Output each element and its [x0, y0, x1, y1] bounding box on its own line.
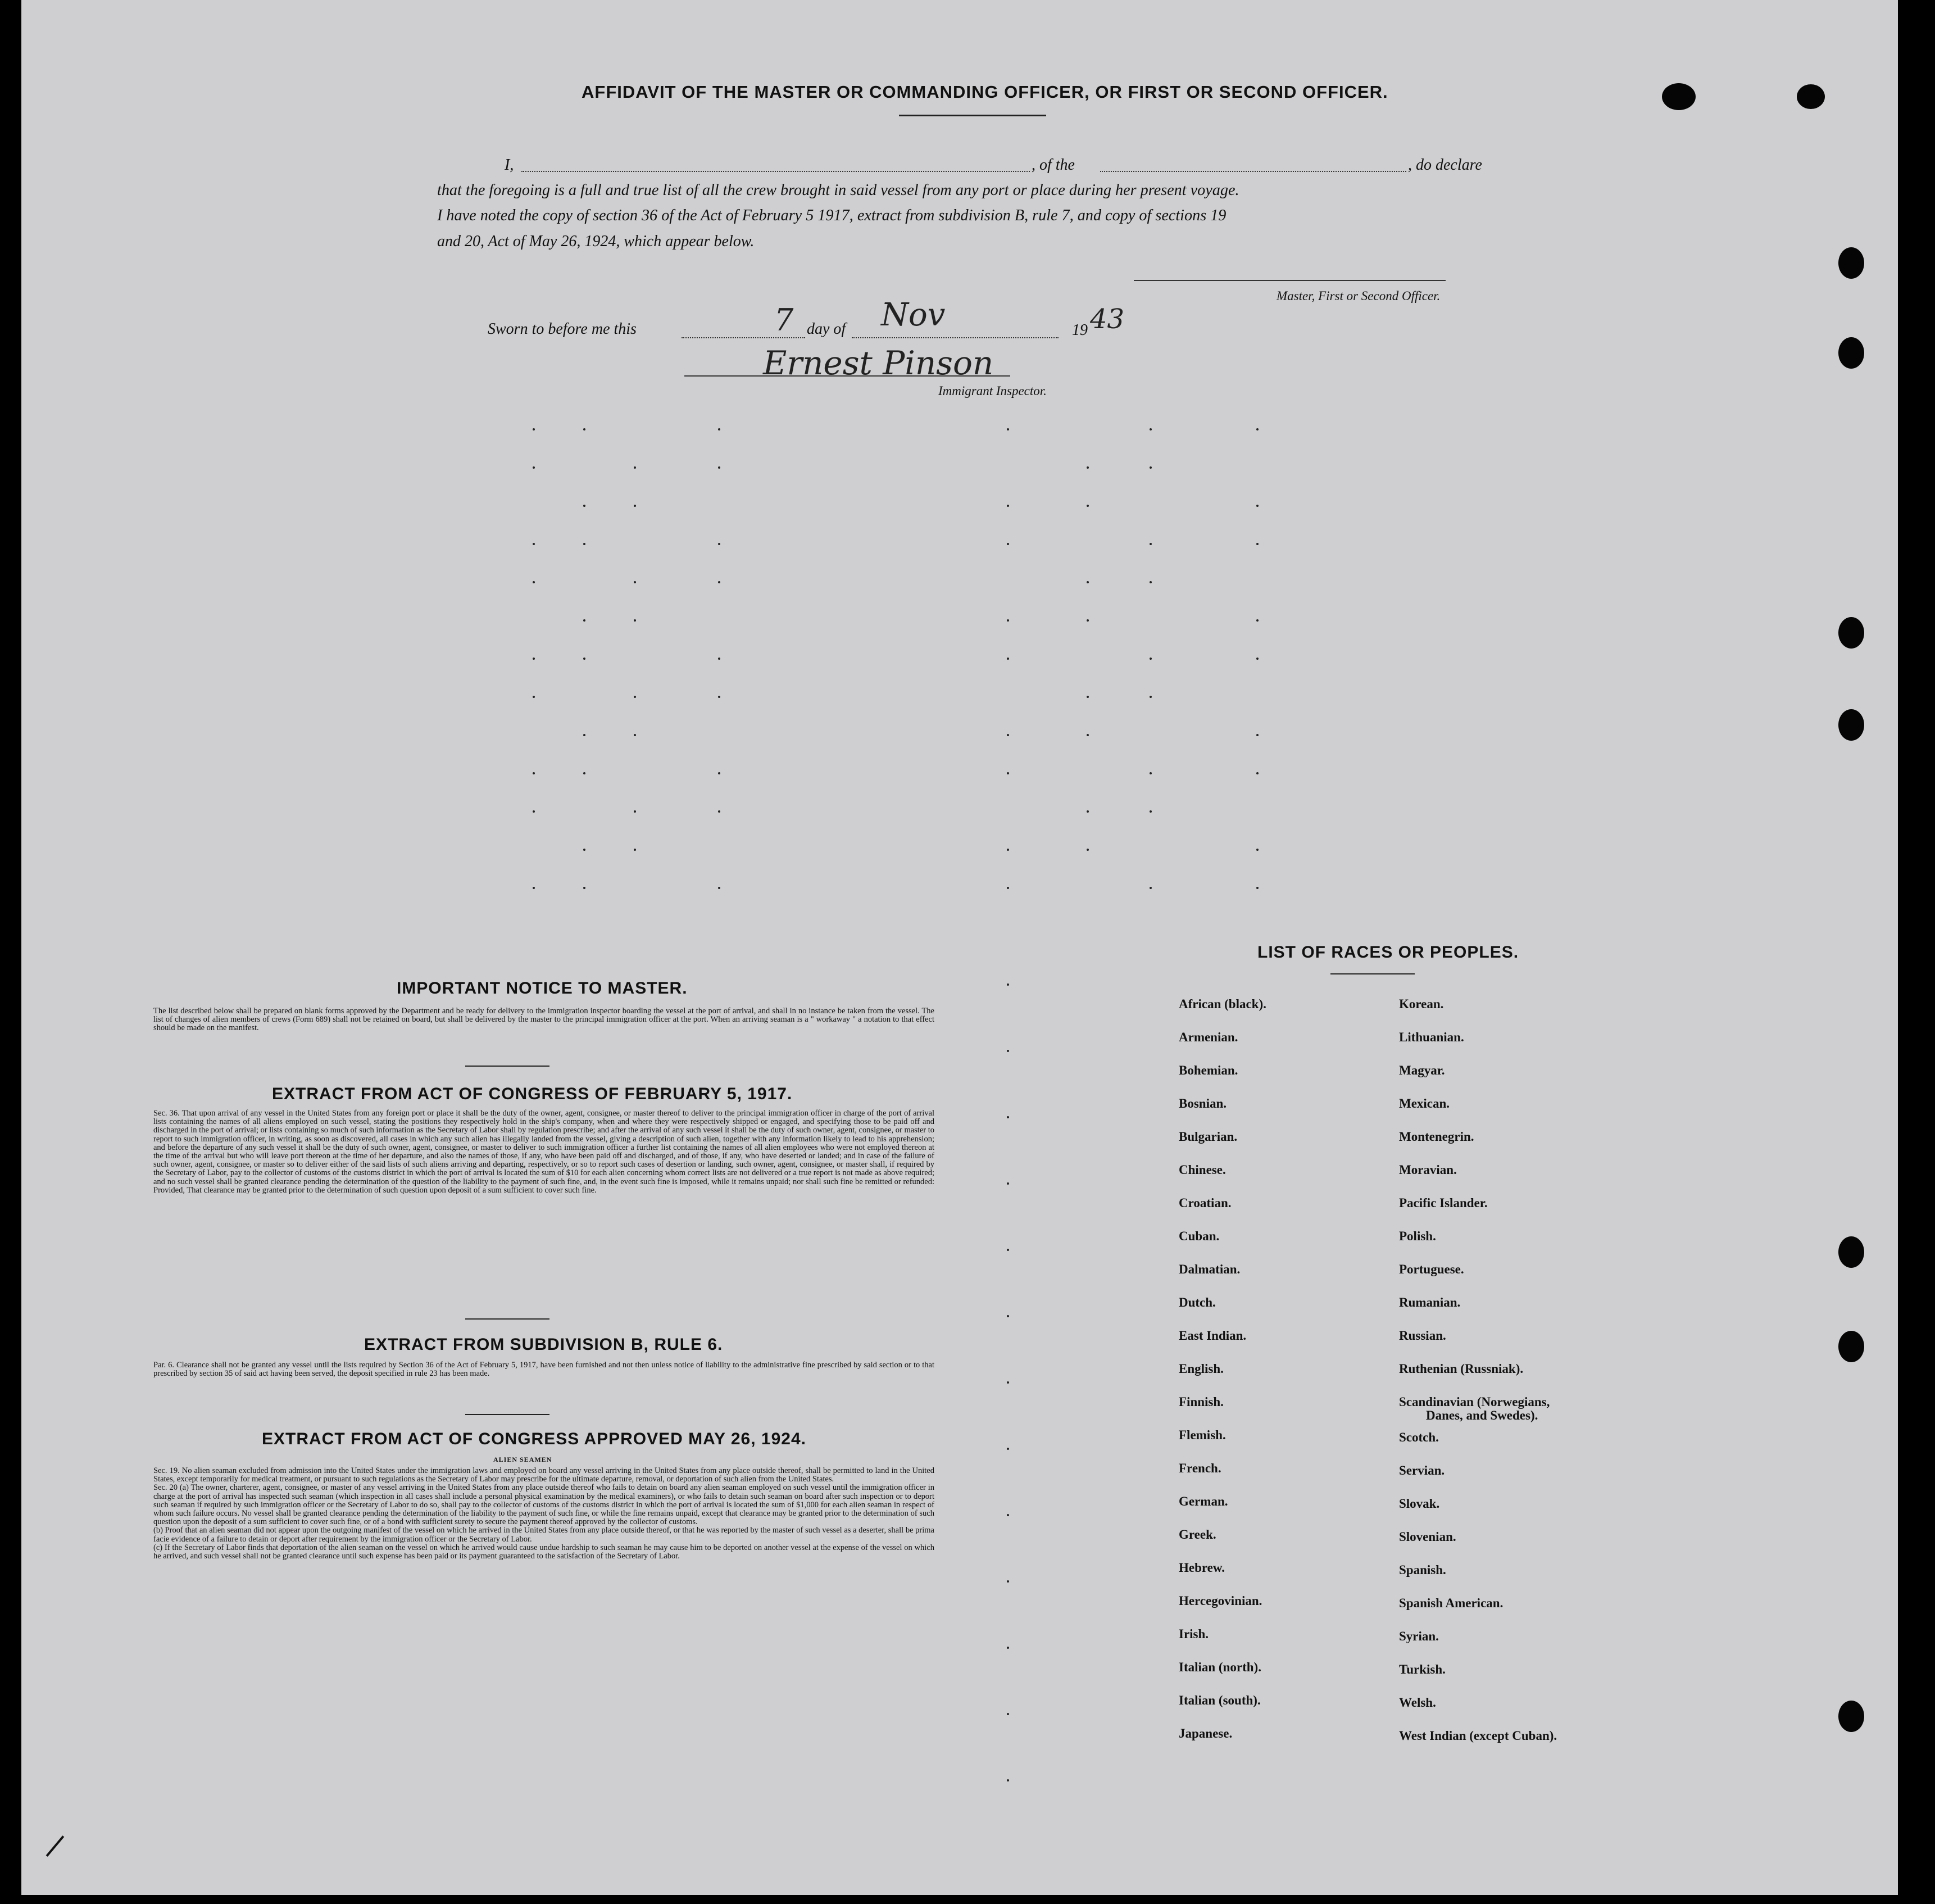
dot-mark: [1087, 619, 1089, 622]
race-item: Mexican.: [1399, 1096, 1450, 1110]
dot-mark: [1256, 428, 1259, 430]
race-item: Russian.: [1399, 1329, 1446, 1343]
dot-mark: [583, 619, 585, 622]
extract-1924-sec19: [153, 1467, 934, 1561]
dot-mark: [1007, 887, 1009, 889]
dot-mark: [1150, 696, 1152, 698]
sworn-month-value: Nov: [881, 297, 946, 333]
dot-mark: [1256, 772, 1259, 774]
race-item: Polish.: [1399, 1229, 1436, 1243]
dot-mark: [1256, 887, 1259, 889]
race-item: French.: [1179, 1461, 1221, 1475]
dot-mark: [1007, 428, 1009, 430]
race-item: Japanese.: [1179, 1726, 1233, 1740]
dot-mark: [1256, 658, 1259, 660]
dot-mark: [1150, 581, 1152, 583]
dot-mark: [718, 428, 720, 430]
dot-mark: [1087, 849, 1089, 851]
punch-hole: [1838, 1701, 1864, 1732]
race-item: Dalmatian.: [1179, 1262, 1241, 1276]
dot-mark: [718, 887, 720, 889]
dot-mark: [634, 581, 636, 583]
name-blank: [521, 171, 1030, 172]
dot-mark: [533, 772, 535, 774]
race-item: Bulgarian.: [1179, 1130, 1238, 1144]
dot-mark: [533, 428, 535, 430]
dot-mark: [1007, 619, 1009, 622]
race-item: Italian (south).: [1179, 1693, 1261, 1707]
sworn-year-value: 43: [1090, 303, 1125, 335]
dot-mark: [533, 543, 535, 545]
divider: [465, 1318, 549, 1320]
dot-mark: [583, 428, 585, 430]
declaration-line-2: that the foregoing is a full and true list of all the crew brought in said vessel from any port or place during her present voyage.: [437, 182, 1239, 199]
dot-mark: [1256, 505, 1259, 507]
dot-mark: [634, 696, 636, 698]
vessel-blank: [1100, 171, 1406, 172]
month-blank: [852, 337, 1059, 338]
race-item: Lithuanian.: [1399, 1030, 1464, 1044]
affidavit-title: AFFIDAVIT OF THE MASTER OR COMMANDING OFFICER, OR FIRST OR SECOND OFFICER.: [582, 82, 1388, 102]
dot-mark: [1087, 505, 1089, 507]
race-item: Hebrew.: [1179, 1561, 1225, 1575]
dot-mark: [533, 581, 535, 583]
sworn-day-value: 7: [774, 302, 794, 338]
dot-mark: [634, 466, 636, 469]
dot-mark: [718, 658, 720, 660]
race-item: Turkish.: [1399, 1662, 1446, 1676]
race-item: German.: [1179, 1494, 1228, 1508]
race-item: Magyar.: [1399, 1063, 1445, 1077]
inspector-label: Immigrant Inspector.: [938, 384, 1047, 398]
punch-hole: [1662, 83, 1696, 110]
race-item: Danes, and Swedes).: [1426, 1408, 1538, 1422]
sworn-day-word: day of: [807, 320, 846, 338]
dot-mark: [1007, 505, 1009, 507]
race-item: Ruthenian (Russniak).: [1399, 1362, 1524, 1376]
dot-mark: [1256, 619, 1259, 622]
dot-mark: [1007, 983, 1009, 986]
dot-mark: [634, 810, 636, 813]
race-item: African (black).: [1179, 997, 1266, 1011]
stray-mark: [46, 1835, 65, 1857]
dot-mark: [634, 505, 636, 507]
race-item: Finnish.: [1179, 1395, 1224, 1409]
dot-mark: [583, 658, 585, 660]
subdivision-text: Par. 6. Clearance shall not be granted any vessel until the lists required by Section 36 of the Act of February 5, 1917, have been furnished and not then unless notice of liability to the administrative fine prescribed by said section or to that prescribed by section 35 of said act having been served, the deposit specified in rule 23 has been made.: [153, 1361, 934, 1379]
race-item: Pacific Islander.: [1399, 1196, 1488, 1210]
punch-hole: [1838, 337, 1864, 369]
dot-mark: [1007, 658, 1009, 660]
race-item: Montenegrin.: [1399, 1130, 1474, 1144]
declaration-i: I,: [505, 156, 514, 174]
dot-mark: [1150, 810, 1152, 813]
dot-mark: [533, 810, 535, 813]
dot-mark: [1150, 772, 1152, 774]
race-item: Croatian.: [1179, 1196, 1232, 1210]
dot-mark: [1256, 734, 1259, 736]
dot-mark: [634, 849, 636, 851]
title-underline: [899, 115, 1046, 116]
race-item: Bohemian.: [1179, 1063, 1238, 1077]
dot-mark: [1087, 810, 1089, 813]
dot-mark: [718, 466, 720, 469]
dot-mark: [718, 581, 720, 583]
race-item: Portuguese.: [1399, 1262, 1464, 1276]
race-item: Spanish American.: [1399, 1596, 1504, 1610]
dot-mark: [718, 696, 720, 698]
race-item: Slovak.: [1399, 1497, 1440, 1511]
dot-mark: [1007, 1315, 1009, 1317]
declaration-declare: , do declare: [1408, 156, 1482, 174]
dot-mark: [1150, 658, 1152, 660]
dot-mark: [1150, 887, 1152, 889]
dot-mark: [583, 543, 585, 545]
punch-hole: [1838, 709, 1864, 741]
master-signature-line: [1134, 280, 1446, 281]
races-title: LIST OF RACES OR PEOPLES.: [1257, 943, 1519, 962]
dot-mark: [1007, 772, 1009, 774]
punch-hole: [1797, 84, 1825, 109]
dot-mark: [1007, 1514, 1009, 1516]
race-item: Syrian.: [1399, 1629, 1439, 1643]
extract-1924-title: EXTRACT FROM ACT OF CONGRESS APPROVED MAY 26, 1924.: [262, 1430, 806, 1448]
declaration-line-4: and 20, Act of May 26, 1924, which appear below.: [437, 233, 755, 250]
sworn-prefix: Sworn to before me this: [488, 320, 637, 338]
race-item: Servian.: [1399, 1463, 1445, 1477]
dot-mark: [1150, 428, 1152, 430]
dot-mark: [1007, 1647, 1009, 1649]
race-item: Chinese.: [1179, 1163, 1226, 1177]
dot-mark: [1256, 849, 1259, 851]
sec20b-text: (b) Proof that an alien seaman did not appear upon the outgoing manifest of the vessel on which he arrived in the United States from any place outside thereof, or that he was reported by the master of such vessel as a deserter, shall be prima facie evidence of a failure to detain or deport after requirement by the immigration officer or the Secretary of Labor.: [153, 1526, 934, 1544]
dot-mark: [1007, 1713, 1009, 1715]
dot-mark: [1007, 1182, 1009, 1185]
race-item: Cuban.: [1179, 1229, 1220, 1243]
dot-mark: [718, 543, 720, 545]
dot-mark: [1007, 1249, 1009, 1251]
punch-hole: [1838, 247, 1864, 279]
punch-hole: [1838, 1236, 1864, 1268]
race-item: Scotch.: [1399, 1430, 1439, 1444]
race-item: Korean.: [1399, 997, 1444, 1011]
dot-mark: [1007, 734, 1009, 736]
dot-mark: [533, 658, 535, 660]
sec20a-text: Sec. 20 (a) The owner, charterer, agent, consignee, or master of any vessel arriving in the United States from any place outside thereof who fails to detain on board any alien seaman employed on such vessel until the immigration officer in charge at the port of arrival has inspected such seaman (which inspection in all cases shall include a personal physical examination by the medical examiners), or who fails to detain such seaman on board after such inspection or to deport such seaman if required by such immigration officer or the Secretary of Labor to do so, shall pay to the collector of customs of the customs district in which the port of arrival is located the sum of $1,000 for each alien seaman in respect of whom such failure occurs. No vessel shall be granted clearance pending the determination of the liability to the payment of such fine, or while the fine remains unpaid, except that clearance may be granted prior to the determination of such question upon the deposit of a sum sufficient to cover such fine, or of a bond with sufficient surety to secure the payment thereof approved by the collector of customs.: [153, 1483, 934, 1527]
declaration-line-3: I have noted the copy of section 36 of the Act of February 5 1917, extract from subdivision B, rule 7, and copy of sections 19: [437, 207, 1227, 224]
race-item: Flemish.: [1179, 1428, 1226, 1442]
race-item: Irish.: [1179, 1627, 1209, 1641]
master-label: Master, First or Second Officer.: [1277, 289, 1441, 303]
races-title-underline: [1330, 973, 1415, 974]
dot-mark: [1087, 466, 1089, 469]
sec19-text: Sec. 19. No alien seaman excluded from admission into the United States under the immigration laws and employed on board any vessel arriving in the United States from any place outside thereof, shall be permitted to land in the United States, except temporarily for medical treatment, or pursuant to such regulations as the Secretary of Labor may prescribe for the ultimate departure, removal, or deportation of such alien from the United States.: [153, 1466, 934, 1484]
race-item: Moravian.: [1399, 1163, 1457, 1177]
race-item: Scandinavian (Norwegians,: [1399, 1395, 1550, 1409]
race-item: West Indian (except Cuban).: [1399, 1729, 1557, 1743]
dot-mark: [634, 619, 636, 622]
dot-mark: [583, 849, 585, 851]
race-item: Spanish.: [1399, 1563, 1446, 1577]
race-item: Hercegovinian.: [1179, 1594, 1262, 1608]
alien-seamen-subtitle: ALIEN SEAMEN: [493, 1456, 552, 1463]
dot-mark: [583, 505, 585, 507]
dot-mark: [634, 734, 636, 736]
dot-mark: [1007, 1580, 1009, 1583]
dot-mark: [1150, 543, 1152, 545]
dot-mark: [1087, 581, 1089, 583]
notice-title: IMPORTANT NOTICE TO MASTER.: [397, 979, 688, 998]
dot-mark: [1007, 543, 1009, 545]
dot-mark: [1087, 696, 1089, 698]
divider: [465, 1066, 549, 1067]
race-item: Armenian.: [1179, 1030, 1238, 1044]
dot-mark: [533, 696, 535, 698]
dot-mark: [583, 734, 585, 736]
document-page: [21, 0, 1898, 1895]
dot-mark: [1007, 1050, 1009, 1052]
dot-mark: [718, 772, 720, 774]
inspector-signature: Ernest Pinson: [763, 344, 994, 382]
dot-mark: [533, 466, 535, 469]
race-item: Dutch.: [1179, 1295, 1216, 1309]
punch-hole: [1838, 1331, 1864, 1362]
dot-mark: [1256, 543, 1259, 545]
dot-mark: [1007, 849, 1009, 851]
race-item: Rumanian.: [1399, 1295, 1461, 1309]
dot-mark: [1150, 466, 1152, 469]
extract-1917-title: EXTRACT FROM ACT OF CONGRESS OF FEBRUARY 5, 1917.: [272, 1085, 793, 1103]
race-item: East Indian.: [1179, 1329, 1247, 1343]
dot-mark: [1007, 1381, 1009, 1384]
notice-text: The list described below shall be prepared on blank forms approved by the Department and be ready for delivery to the immigration inspector boarding the vessel at the port of arrival, and shall in no instance be taken from the vessel. The list of changes of alien members of crews (Form 689) shall not be retained on board, but shall be delivered by the master to the principal immigration officer at the port. When an arriving seaman is a " workaway " a notation to that effect should be made on the manifest.: [153, 1007, 934, 1033]
sworn-year-prefix: 19: [1072, 321, 1088, 339]
dot-mark: [1087, 734, 1089, 736]
dot-mark: [1007, 1448, 1009, 1450]
extract-1917-text: Sec. 36. That upon arrival of any vessel in the United States from any foreign port or place it shall be the duty of the owner, agent, consignee, or master thereof to deliver to the principal immigration officer in charge of the port of arrival lists containing the names of all aliens employed on such vessel, stating the positions they respectively hold in the ship's company, when and where they were respectively shipped or engaged, and specifying those to be paid off and discharged in the port of arrival; or lists containing so much of such information as the Secretary of Labor shall by regulation prescribe; and after the arrival of any such vessel it shall be the duty of such owner, agent, consignee, or master to report to such immigration officer, in writing, as soon as discovered, all cases in which any such alien has illegally landed from the vessel, giving a description of such alien, together with any information likely to lead to his apprehension; and before the departure of any such vessel it shall be the duty of such owner, agent, consignee, or master to deliver to such immigration officer a further list containing the names of all alien employees who were not employed thereon at the time of the arrival but who will leave port thereon at the time of her departure, and also the names of those, if any, who have been paid off and discharged, and of those, if any, who have deserted or landed; and in case of the failure of such owner, agent, consignee, or master so to deliver either of the said lists of such aliens arriving and departing, respectively, or so to report such cases of desertion or landing, such owner, agent, consignee, or master shall, if required by the Secretary of Labor, pay to the collector of customs of the customs district in which the port of arrival is located the sum of $10 for each alien concerning whom correct lists are not delivered or a true report is not made as above required; and no such vessel shall be granted clearance pending the determination of the question of the liability to the payment of such fine, and, in the event such fine is imposed, while it remains unpaid; nor shall such fine be remitted or refunded: Provided, That clearance may be granted prior to the determination of such question upon deposit of a sum sufficient to cover such fine.: [153, 1109, 934, 1195]
dot-mark: [718, 810, 720, 813]
dot-mark: [583, 772, 585, 774]
dot-mark: [533, 887, 535, 889]
dot-mark: [1007, 1116, 1009, 1118]
punch-hole: [1838, 617, 1864, 649]
race-item: Greek.: [1179, 1527, 1216, 1542]
dot-mark: [583, 887, 585, 889]
race-item: English.: [1179, 1362, 1224, 1376]
declaration-of-the: , of the: [1032, 156, 1075, 174]
divider: [465, 1414, 549, 1415]
dot-mark: [1007, 1779, 1009, 1781]
race-item: Italian (north).: [1179, 1660, 1261, 1674]
race-item: Slovenian.: [1399, 1530, 1456, 1544]
subdivision-title: EXTRACT FROM SUBDIVISION B, RULE 6.: [364, 1335, 723, 1354]
race-item: Welsh.: [1399, 1696, 1436, 1710]
race-item: Bosnian.: [1179, 1096, 1227, 1110]
sec20c-text: (c) If the Secretary of Labor finds that deportation of the alien seaman on the vessel on which he arrived would cause undue hardship to such seaman he may cause him to be deported on another vessel at the expense of the vessel on which he arrived, and such vessel shall not be granted clearance until such expense has been paid or its payment guaranteed to the satisfaction of the Secretary of Labor.: [153, 1543, 934, 1561]
